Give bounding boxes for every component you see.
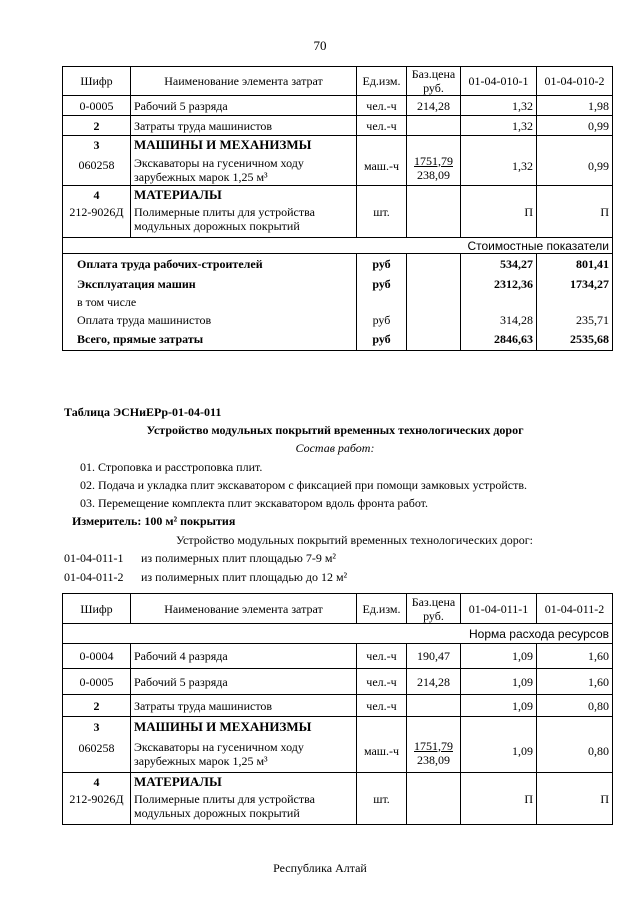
resource-code: 212-9026Д <box>69 792 124 806</box>
cost-row: Оплата труда машинистов руб 314,28 235,71 <box>63 311 613 329</box>
header-base-price: Баз.цена руб. <box>407 594 461 624</box>
resource-code: 060258 <box>78 158 115 172</box>
resource-table-010 <box>62 66 613 351</box>
variant-code: 01-04-011-2 <box>64 570 124 584</box>
cost-row: Эксплуатация машин руб 2312,36 1734,27 <box>63 275 613 293</box>
header-unit: Ед.изм. <box>357 594 407 624</box>
cost-row: Всего, прямые затраты руб 2846,63 2535,68 <box>63 329 613 351</box>
cost-row: в том числе <box>63 293 613 311</box>
variant-text: из полимерных плит площадью 7-9 м² <box>141 551 337 565</box>
header-code: Шифр <box>63 67 131 96</box>
norm-label: Норма расхода ресурсов <box>63 624 613 644</box>
resource-name: Экскаваторы на гусеничном ходу зарубежных марок 1,25 м³ <box>134 156 304 184</box>
header-col1: 01-04-010-1 <box>461 67 537 96</box>
resource-name: Экскаваторы на гусеничном ходу зарубежных марок 1,25 м³ <box>134 740 304 768</box>
table-label: Таблица ЭСНиЕРр-01-04-011 <box>64 405 222 419</box>
resource-code: 060258 <box>78 741 115 755</box>
variants-description: Устройство модульных покрытий временных технологических дорог: <box>176 533 533 547</box>
header-base-price: Баз.цена руб. <box>407 67 461 96</box>
materials-section: 4 212-9026Д МАТЕРИАЛЫ Полимерные плиты для устройства модульных дорожных покрытий шт. П П <box>63 186 613 238</box>
section-title: МАШИНЫ И МЕХАНИЗМЫ <box>134 137 312 152</box>
table-row: 0-0005 Рабочий 5 разряда чел.-ч 214,28 1,32 1,98 <box>63 96 613 116</box>
work-step: 02. Подача и укладка плит экскаватором с фиксацией при помощи замковых устройств. <box>80 478 528 492</box>
header-name: Наименование элемента затрат <box>131 67 357 96</box>
resource-code: 212-9026Д <box>69 205 124 219</box>
header-col1: 01-04-011-1 <box>461 594 537 624</box>
table-row: 0-0005 Рабочий 5 разряда чел.-ч 214,28 1,09 1,60 <box>63 669 613 695</box>
table-row: 0-0004 Рабочий 4 разряда чел.-ч 190,47 1,09 1,60 <box>63 644 613 669</box>
machines-section: 3 060258 МАШИНЫ И МЕХАНИЗМЫ Экскаваторы на гусеничном ходу зарубежных марок 1,25 м³ маш.-ч 1751,79 238,09 1,09 0,80 <box>63 717 613 773</box>
page-number: 70 <box>313 38 327 53</box>
section-title: МАТЕРИАЛЫ <box>134 774 222 789</box>
table-title: Устройство модульных покрытий временных технологических дорог <box>146 423 524 437</box>
header-col2: 01-04-011-2 <box>537 594 613 624</box>
section-title: МАТЕРИАЛЫ <box>134 187 222 202</box>
materials-section: 4 212-9026Д МАТЕРИАЛЫ Полимерные плиты для устройства модульных дорожных покрытий шт. П П <box>63 773 613 825</box>
section-title: МАШИНЫ И МЕХАНИЗМЫ <box>134 719 312 734</box>
cost-row: Оплата труда рабочих-строителей руб 534,27 801,41 <box>63 254 613 275</box>
header-name: Наименование элемента затрат <box>131 594 357 624</box>
resource-name: Полимерные плиты для устройства модульных дорожных покрытий <box>134 205 315 233</box>
work-step: 03. Перемещение комплекта плит экскаватором вдоль фронта работ. <box>80 496 429 510</box>
table-row: 2 Затраты труда машинистов чел.-ч 1,32 0,99 <box>63 116 613 136</box>
section-number: 3 <box>93 720 100 734</box>
measure-unit: Измеритель: 100 м² покрытия <box>72 514 236 528</box>
section-number: 3 <box>93 138 100 152</box>
header-unit: Ед.изм. <box>357 67 407 96</box>
variant-code: 01-04-011-1 <box>64 551 124 565</box>
machines-section: 3 060258 МАШИНЫ И МЕХАНИЗМЫ Экскаваторы на гусеничном ходу зарубежных марок 1,25 м³ маш.-ч 1751,79 238,09 1,32 0,99 <box>63 136 613 186</box>
resource-table-011 <box>62 593 613 825</box>
header-col2: 01-04-010-2 <box>537 67 613 96</box>
work-step: 01. Строповка и расстроповка плит. <box>80 460 263 474</box>
section-number: 4 <box>93 188 100 202</box>
section-number: 4 <box>93 775 100 789</box>
cost-indicators-label: Стоимостные показатели <box>63 238 613 254</box>
resource-name: Полимерные плиты для устройства модульных дорожных покрытий <box>134 792 315 820</box>
variant-text: из полимерных плит площадью до 12 м² <box>141 570 348 584</box>
table-row: 2 Затраты труда машинистов чел.-ч 1,09 0,80 <box>63 695 613 717</box>
page-footer: Республика Алтай <box>273 861 367 875</box>
header-code: Шифр <box>63 594 131 624</box>
work-composition-label: Состав работ: <box>295 441 375 455</box>
